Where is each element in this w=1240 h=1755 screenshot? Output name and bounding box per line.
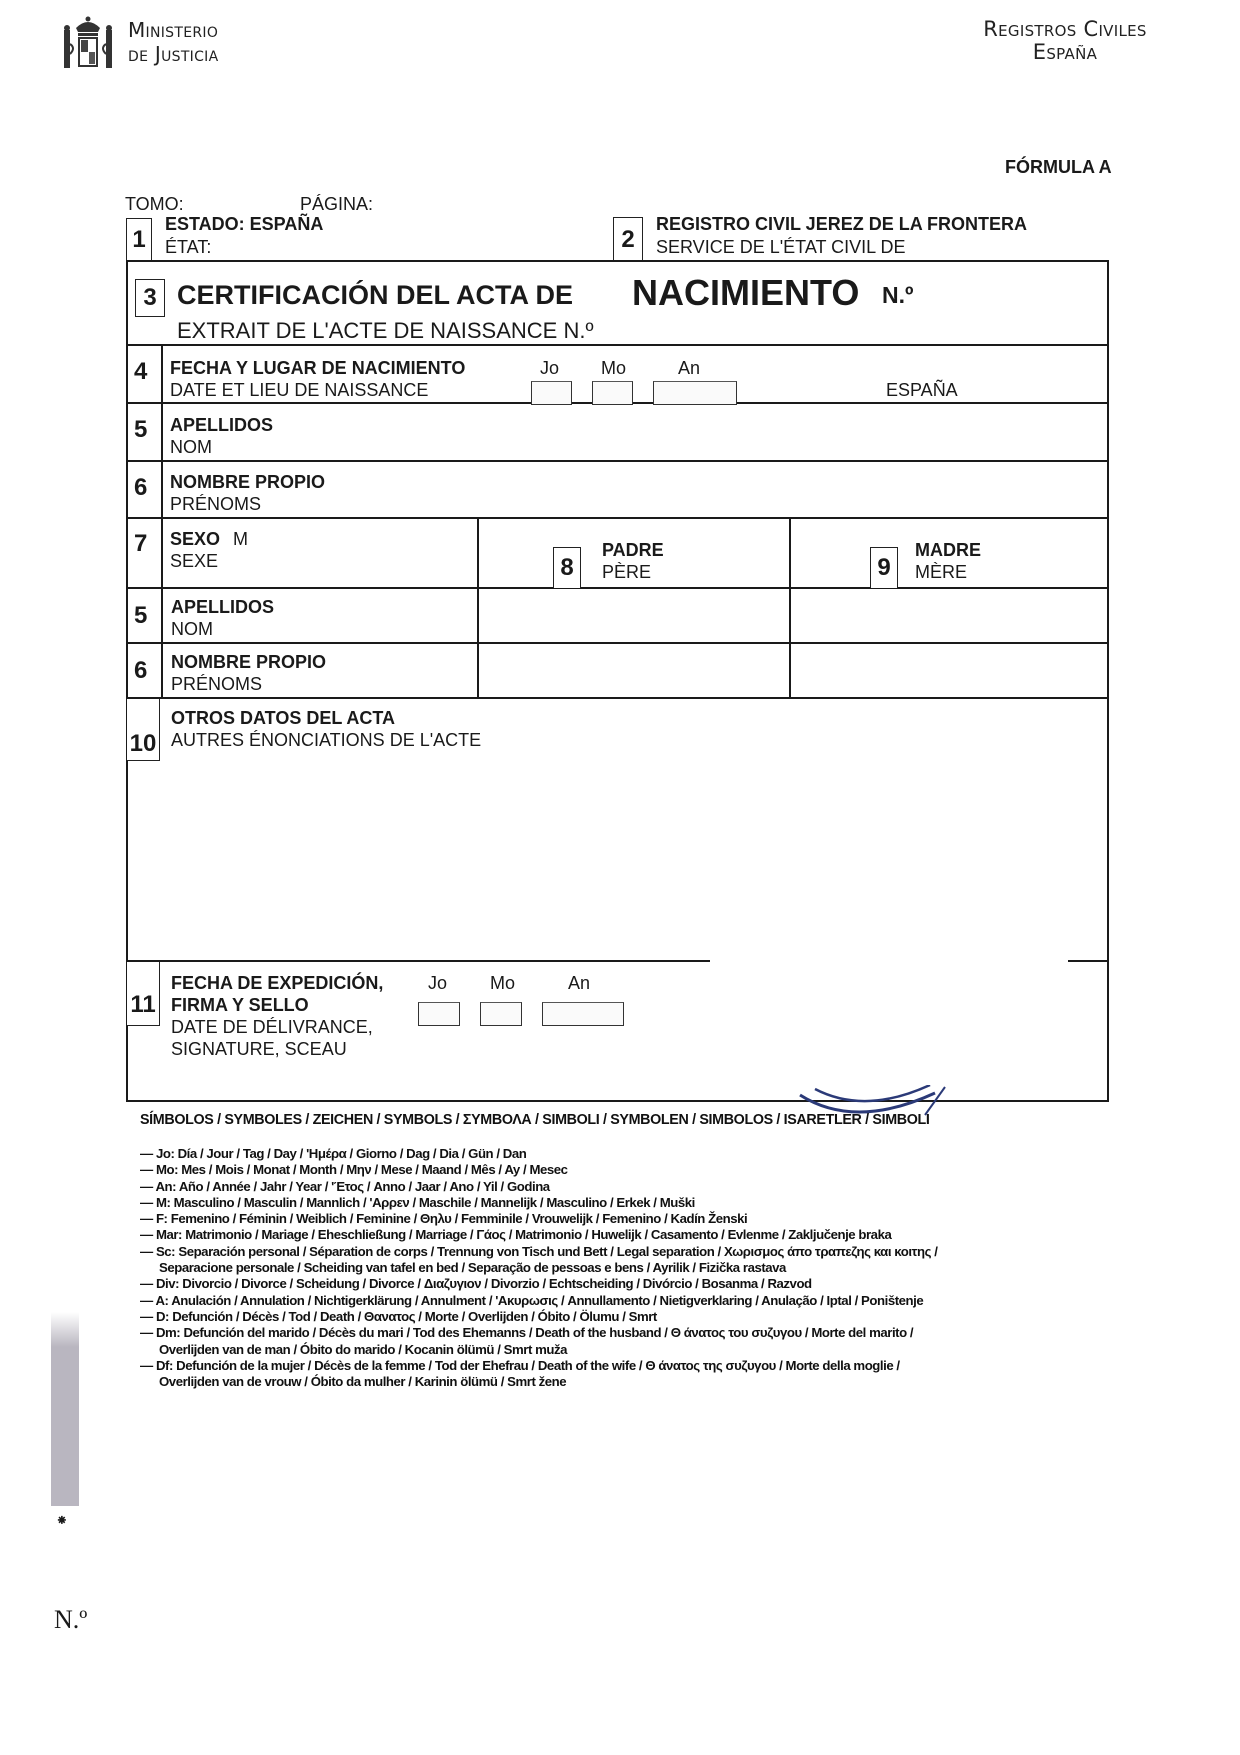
symbol-text: Anulación / Annulation / Nichtigerklärung / Annulment / 'Ακυρωσις / Annullamento / Nietigverklaring / Anulação / Iptal / Poništenje (171, 1292, 924, 1308)
pagina-label: PÁGINA: (300, 194, 374, 214)
field-5-es: APELLIDOS (170, 415, 274, 435)
ministry-logo (60, 14, 116, 74)
field-7-fr: SEXE (170, 551, 219, 571)
birth-place: ESPAÑA (886, 380, 958, 400)
symbol-line-df: — Df: Defunción de la mujer / Décès de la femme / Tod der Ehefrau / Death of the wife / Θ άνατος της συζυγου / Morte della moglie / (140, 1357, 900, 1373)
field-11-fr-line2: SIGNATURE, SCEAU (171, 1039, 347, 1059)
row-divider (126, 460, 1109, 462)
row-divider (126, 642, 1109, 644)
birth-year-label: An (678, 358, 701, 378)
parent-surname-es: APELLIDOS (171, 597, 275, 617)
parent-name-es: NOMBRE PROPIO (171, 652, 327, 672)
scan-margin-strip (51, 1312, 79, 1506)
field-7-number: 7 (134, 530, 148, 557)
symbol-line-div: — Div: Divorcio / Divorce / Scheidung / Divorce / Διαζυγιον / Divorzio / Echtscheiding / Divórcio / Bosanma / Razvod (140, 1276, 812, 1292)
symbol-text: Femenino / Féminin / Weiblich / Feminine / Θηλυ / Femminile / Vrouwelijk / Femenino / Kadín Ženski (170, 1211, 748, 1227)
field-3-number: 3 (135, 279, 165, 317)
field-5-fr: NOM (170, 437, 212, 457)
field-11-number: 11 (127, 962, 160, 1026)
field-3-es-prefix: CERTIFICACIÓN DEL ACTA DE (177, 280, 573, 310)
parent-surname-number: 5 (134, 602, 148, 629)
symbol-text: Separación personal / Séparation de corps / Trennung von Tisch und Bett / Legal separation / Χωρισμος άπο τραπεζης και κοιτης / (178, 1243, 938, 1259)
symbol-key: Dm: (155, 1325, 181, 1341)
field-2-fr: SERVICE DE L'ÉTAT CIVIL DE (656, 237, 906, 257)
ministry-name (128, 18, 218, 66)
symbol-key: D: (155, 1308, 169, 1324)
symbol-key: A: (155, 1292, 169, 1308)
symbol-text: Día / Jour / Tag / Day / 'Ημέρα / Giorno / Dag / Dia / Gün / Dan (177, 1146, 527, 1161)
field-4-number: 4 (134, 358, 148, 385)
birth-day-label: Jo (540, 358, 560, 378)
symbol-text: Matrimonio / Mariage / Eheschließung / Marriage / Γάος / Matrimonio / Huwelijk / Casamento / Evlenme / Zaključenje braka (185, 1227, 892, 1243)
row-divider (126, 697, 1109, 699)
registry-line2: España (1032, 40, 1098, 64)
field-6-es: NOMBRE PROPIO (170, 472, 326, 492)
field-10-es: OTROS DATOS DEL ACTA (171, 708, 396, 728)
symbol-key: Sc: (155, 1243, 176, 1259)
row-divider (126, 587, 1109, 589)
issue-day-box[interactable] (418, 1002, 460, 1026)
issue-month-box[interactable] (480, 1002, 522, 1026)
birth-day-box[interactable] (531, 381, 572, 405)
symbol-text: Divorcio / Divorce / Scheidung / Divorce / Διαζυγιον / Divorzio / Echtscheiding / Divórcio / Bosanma / Razvod (182, 1276, 812, 1292)
symbol-text: Masculino / Masculin / Mannlich / 'Αρρεν / Maschile / Mannelijk / Masculino / Erkek / Muški (173, 1194, 695, 1210)
ministry-line2: de Justicia (128, 42, 219, 66)
column-divider (789, 517, 791, 697)
registry-name (960, 18, 1170, 64)
field-10-number: 10 (127, 699, 160, 761)
symbol-key: Jo: (155, 1146, 175, 1161)
row-divider (126, 517, 1109, 519)
field-3-es-suffix: N.º (882, 282, 914, 308)
scan-mark-icon: ⁕ (56, 1512, 68, 1528)
symbols-title: SÍMBOLOS / SYMBOLES / ZEICHEN / SYMBOLS / ΣΥΜΒΟΛΑ / SIMBOLI / SYMBOLEN / SIMBOLOS / ISARETLER / SIMBOLI (140, 1112, 930, 1128)
symbol-line-a: — A: Anulación / Annulation / Nichtigerklärung / Annulment / 'Ακυρωσις / Annullamento / Nietigverklaring / Anulação / Iptal / Poništenje (140, 1292, 924, 1308)
field-1-fr: ÉTAT: (165, 237, 212, 257)
symbol-text: Año / Année / Jahr / Year / 'Έτος / Anno / Jaar / Ano / Yil / Godina (178, 1178, 550, 1194)
field-2-es: REGISTRO CIVIL JEREZ DE LA FRONTERA (656, 214, 1028, 234)
symbol-text: Defunción del marido / Décès du mari / Tod des Ehemanns / Death of the husband / Θ άνατος του συζυγου / Morte del marito / (183, 1325, 914, 1341)
symbol-line-f: — F: Femenino / Féminin / Weiblich / Feminine / Θηλυ / Femminile / Vrouwelijk / Femenino / Kadín Ženski (140, 1211, 748, 1227)
symbol-key: M: (155, 1194, 171, 1210)
birth-month-label: Mo (601, 358, 627, 378)
symbol-line-d: — D: Defunción / Décès / Tod / Death / Θανατος / Morte / Overlijden / Óbito / Ölumu / Smrt (140, 1308, 657, 1324)
issue-month-label: Mo (490, 973, 516, 993)
symbol-line-mo: — Mo: Mes / Mois / Monat / Month / Μην / Mese / Maand / Mês / Ay / Mesec (140, 1162, 568, 1178)
symbol-text: Defunción / Décès / Tod / Death / Θανατος / Morte / Overlijden / Óbito / Ölumu / Smrt (172, 1308, 657, 1324)
symbol-key: F: (155, 1211, 168, 1227)
symbol-text: Defunción de la mujer / Décès de la femme / Tod der Ehefrau / Death of the wife / Θ άνατος της συζυγου / Morte della moglie / (176, 1357, 900, 1373)
issue-day-label: Jo (428, 973, 448, 993)
symbols-list (140, 1146, 937, 1390)
symbol-line-dm-cont: Overlijden van de man / Óbito do marido / Kocanin ölümü / Smrt muža (159, 1341, 568, 1357)
field-8-number: 8 (553, 547, 581, 588)
symbol-key: Mo: (155, 1162, 179, 1178)
field-7-es: SEXO (170, 529, 221, 549)
footer-number-label: N.º (54, 1605, 88, 1634)
symbol-line-df-cont: Overlijden van de vrouw / Óbito da mulher / Karinin ölümü / Smrt žene (159, 1374, 567, 1390)
symbol-key: Mar: (155, 1227, 182, 1243)
field-3-fr: EXTRAIT DE L'ACTE DE NAISSANCE N.º (177, 318, 594, 343)
issue-year-box[interactable] (542, 1002, 624, 1026)
number-column-divider (161, 344, 163, 697)
birth-month-box[interactable] (592, 381, 633, 405)
symbol-line-mar: — Mar: Matrimonio / Mariage / Eheschließung / Marriage / Γάος / Matrimonio / Huwelijk / Casamento / Evlenme / Zaključenje braka (140, 1227, 892, 1243)
field-6-number: 6 (134, 474, 148, 501)
field-1-es: ESTADO: ESPAÑA (165, 214, 324, 234)
column-divider (477, 517, 479, 697)
tomo-label: TOMO: (125, 194, 184, 214)
field-2-number: 2 (613, 217, 643, 262)
sex-value: M (233, 529, 248, 549)
field-9-number: 9 (870, 547, 898, 588)
spain-coat-of-arms-icon (60, 14, 116, 74)
row-divider-partial (126, 960, 710, 962)
field-9-fr: MÈRE (915, 562, 968, 582)
symbol-key: Df: (155, 1357, 173, 1373)
symbol-line-m: — M: Masculino / Masculin / Mannlich / 'Αρρεν / Maschile / Mannelijk / Masculino / Erkek / Muški (140, 1194, 695, 1210)
field-4-es: FECHA Y LUGAR DE NACIMIENTO (170, 358, 466, 378)
ministry-line1: Ministerio (128, 18, 219, 42)
row-divider-partial (1068, 960, 1109, 962)
field-8-es: PADRE (602, 540, 664, 560)
row-divider (126, 344, 1109, 346)
field-11-es-line1: FECHA DE EXPEDICIÓN, (171, 973, 384, 993)
field-5-number: 5 (134, 416, 148, 443)
registry-line1: Registros Civiles (983, 17, 1147, 41)
symbol-line-sc: — Sc: Separación personal / Séparation de corps / Trennung von Tisch und Bett / Legal separation / Χωρισμος άπο τραπεζης και κοιτης / (140, 1243, 938, 1259)
issue-year-label: An (568, 973, 591, 993)
symbol-text: Mes / Mois / Monat / Month / Μην / Mese / Maand / Mês / Ay / Mesec (181, 1162, 568, 1178)
symbol-line-dm: — Dm: Defunción del marido / Décès du mari / Tod des Ehemanns / Death of the husband / Θ άνατος του συζυγου / Morte del marito / (140, 1325, 914, 1341)
field-1-number: 1 (126, 218, 152, 262)
birth-year-box[interactable] (653, 381, 737, 405)
symbol-line-jo: — Jo: Día / Jour / Tag / Day / 'Ημέρα / Giorno / Dag / Dia / Gün / Dan (140, 1146, 527, 1161)
symbol-key: An: (155, 1178, 177, 1194)
field-11-es-line2: FIRMA Y SELLO (171, 995, 309, 1015)
field-10-fr: AUTRES ÉNONCIATIONS DE L'ACTE (171, 730, 482, 750)
symbol-line-sc-cont: Separacione personale / Scheiding van tafel en bed / Separação de pessoas e bens / Ayrilik / Fizička rastava (159, 1260, 786, 1276)
parent-name-number: 6 (134, 657, 148, 684)
field-9-es: MADRE (915, 540, 981, 560)
symbol-key: Div: (155, 1276, 180, 1292)
field-6-fr: PRÉNOMS (170, 494, 262, 514)
symbol-line-an: — An: Año / Année / Jahr / Year / 'Έτος / Anno / Jaar / Ano / Yil / Godina (140, 1178, 550, 1194)
parent-name-fr: PRÉNOMS (171, 674, 263, 694)
field-4-fr: DATE ET LIEU DE NAISSANCE (170, 380, 429, 400)
field-8-fr: PÈRE (602, 562, 652, 582)
formula-label: FÓRMULA A (1005, 157, 1112, 177)
parent-surname-fr: NOM (171, 619, 213, 639)
field-3-es-big: NACIMIENTO (632, 272, 860, 313)
field-11-fr-line1: DATE DE DÉLIVRANCE, (171, 1017, 373, 1037)
